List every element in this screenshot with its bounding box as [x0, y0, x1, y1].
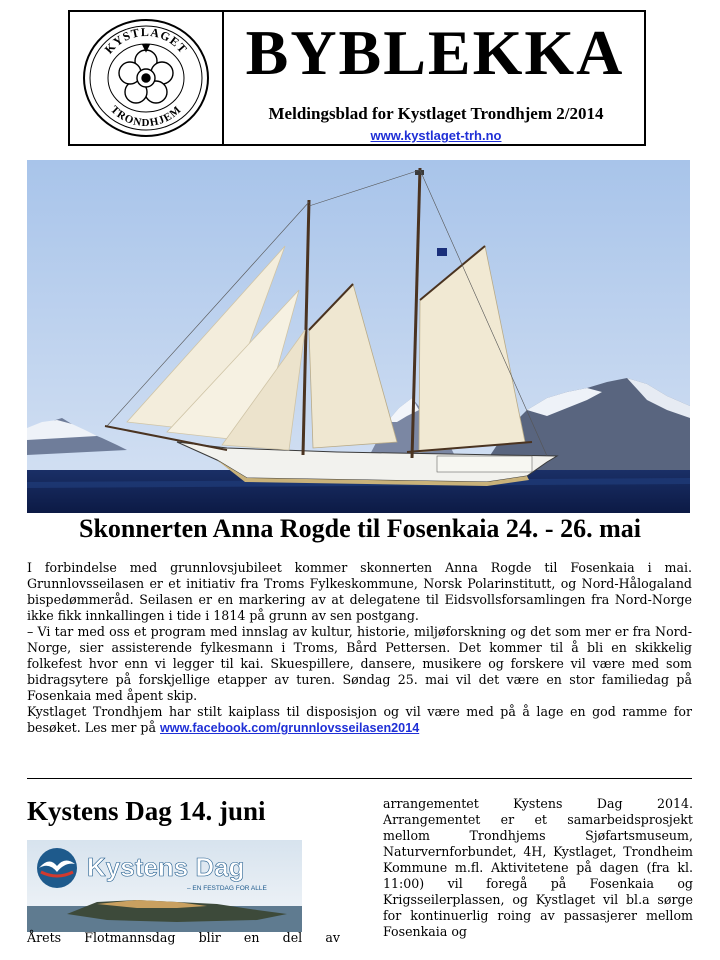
article-body: [27, 560, 692, 736]
article-headline: Skonnerten Anna Rogde til Fosenkaia 24. - 26. mai: [79, 514, 641, 543]
kystens-dag-logo: [27, 840, 302, 932]
column-right-text: arrangementet Kystens Dag 2014. Arrangementet er et samarbeidsprosjekt mellom Trondhjems Sjøfartsmuseum, Naturvernforbundet, 4H, Kystlaget, Trondheim Kommune m.fl. Aktivitetene på dagen (fra kl. 11:00) vil foregå på Fosenkaia og Krigsseilerplassen, og Kystlaget vil bl.a sørge for kontinuerlig roing av passasjerer mellom Fosenkaia og: [383, 796, 693, 939]
schooner-photo: [27, 160, 690, 513]
section-divider: [27, 778, 692, 779]
svg-text:KYSTLAGET: KYSTLAGET: [101, 24, 191, 57]
article-paragraph: [27, 704, 692, 736]
kystlaget-logo: [70, 12, 224, 144]
kystens-dag-heading: Kystens Dag 14. juni: [27, 796, 266, 826]
masthead: [68, 10, 646, 146]
facebook-link[interactable]: www.facebook.com/grunnlovsseilasen2014: [160, 721, 420, 735]
kystens-dag-tagline: – EN FESTDAG FOR ALLE: [187, 885, 267, 892]
kystens-dag-logo-text: Kystens Dag: [87, 852, 245, 882]
article-paragraph: – Vi tar med oss et program med innslag av kultur, historie, miljøforskning og det som mer er fra Nord-Norge, sier assisterende fylkesmann i Troms, Bård Pettersen. Det kommer til å bli en skikkelig folkefest hvor enn vi legger til kai. Skuespillere, dansere, musikere og forskere vil være med som bidragsytere på forskjellige etapper av turen. Søndag 25. mai vil det være en stor familiedag på Fosenkaia med åpent skip.: [27, 624, 692, 703]
schooner-photo-icon: [27, 160, 690, 513]
article-paragraph: I forbindelse med grunnlovsjubileet kommer skonnerten Anna Rogde til Fosenkaia i mai. Grunnlovsseilasen er et initiativ fra Troms Fylkeskommune, Norsk Polarinstitutt, og Nord-Hålogaland bispedømmeråd. Seilasen er en markering av at delegatene til Eidsvollsforsamlingen fra Nord-Norge ikke fikk innkallingen i tide i 1814 på grunn av sen postgang.: [27, 560, 692, 623]
newsletter-title: BYBLEKKA: [245, 17, 625, 88]
newsletter-subtitle: Meldingsblad for Kystlaget Trondhjem 2/2014: [268, 104, 604, 123]
website-link[interactable]: www.kystlaget-trh.no: [370, 128, 502, 143]
column-left-text: Årets Flotmannsdag blir en del av: [27, 930, 340, 945]
rose-emblem-icon: [80, 16, 212, 140]
article-text: Kystlaget Trondhjem har stilt kaiplass til disposisjon og vil være med på å lage en god ramme for besøket. Les mer på: [27, 704, 692, 735]
svg-text:TRONDHJEM: TRONDHJEM: [108, 103, 184, 130]
kystens-dag-banner-icon: [27, 840, 302, 932]
